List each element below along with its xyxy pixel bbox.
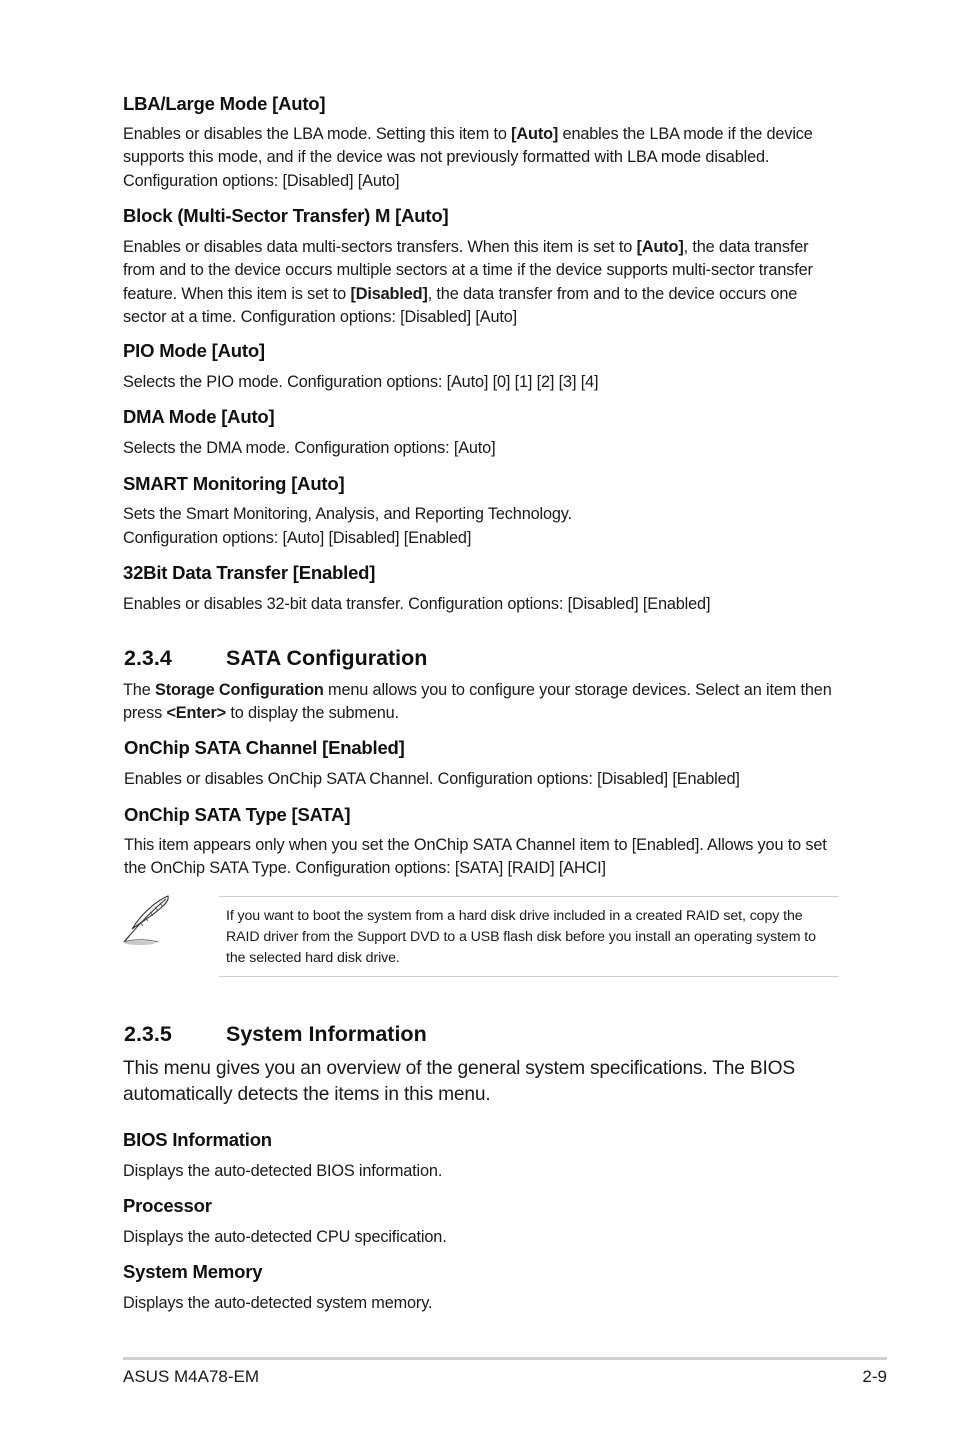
feather-pen-icon bbox=[120, 893, 176, 947]
section-intro-sata-configuration: The Storage Configuration menu allows you to configure your storage devices. Select an item then press <Enter> to display the submenu. bbox=[123, 681, 832, 723]
footer-rule bbox=[123, 1357, 887, 1360]
item-title-system-memory: System Memory bbox=[123, 1261, 263, 1282]
section-number-2-3-4: 2.3.4 bbox=[124, 646, 172, 670]
item-desc-onchip-sata-channel: Enables or disables OnChip SATA Channel. Configuration options: [Disabled] [Enabled] bbox=[124, 770, 740, 788]
bold-term: [Auto] bbox=[636, 238, 684, 256]
section-title-sata-configuration: SATA Configuration bbox=[226, 646, 428, 670]
note-text: If you want to boot the system from a hard disk drive included in a created RAID set, copy the RAID driver from the Support DVD to a USB flash disk before you install an operating system to the selected hard disk drive. bbox=[226, 908, 816, 966]
item-desc-processor: Displays the auto-detected CPU specification. bbox=[123, 1228, 447, 1246]
item-desc-pio-mode: Selects the PIO mode. Configuration options: [Auto] [0] [1] [2] [3] [4] bbox=[123, 373, 599, 391]
footer-product-name: ASUS M4A78-EM bbox=[123, 1367, 260, 1386]
bold-term: [Disabled] bbox=[350, 284, 428, 303]
section-number-2-3-5: 2.3.5 bbox=[124, 1022, 172, 1046]
item-title-dma-mode: DMA Mode [Auto] bbox=[123, 406, 275, 427]
bold-term: [Auto] bbox=[511, 125, 559, 143]
item-title-pio-mode: PIO Mode [Auto] bbox=[123, 340, 265, 361]
note-top-rule bbox=[219, 896, 839, 897]
section-intro-system-information: This menu gives you an overview of the general system specifications. The BIOS automatically detects the items in this menu. bbox=[123, 1058, 795, 1105]
item-title-onchip-sata-type: OnChip SATA Type [SATA] bbox=[124, 804, 351, 825]
item-title-block-transfer: Block (Multi-Sector Transfer) M [Auto] bbox=[123, 205, 449, 226]
item-desc-onchip-sata-type: This item appears only when you set the OnChip SATA Channel item to [Enabled]. Allows you to set the OnChip SATA Type. Configuration options: [SATA] [RAID] [AHCI] bbox=[124, 836, 827, 878]
item-title-bios-information: BIOS Information bbox=[123, 1129, 272, 1150]
item-desc-bios-information: Displays the auto-detected BIOS information. bbox=[123, 1162, 443, 1180]
item-desc-dma-mode: Selects the DMA mode. Configuration options: [Auto] bbox=[123, 439, 496, 457]
item-title-processor: Processor bbox=[123, 1195, 212, 1216]
bold-term: <Enter> bbox=[166, 704, 227, 723]
item-desc-lba-large-mode: Enables or disables the LBA mode. Setting this item to [Auto] enables the LBA mode if the device supports this mode, and if the device was not previously formatted with LBA mode disabled. Configuration options: [Disabled] [Auto] bbox=[123, 125, 813, 190]
footer-page-number: 2-9 bbox=[862, 1367, 887, 1386]
item-title-lba-large-mode: LBA/Large Mode [Auto] bbox=[123, 93, 326, 114]
note-bottom-rule bbox=[219, 976, 839, 977]
section-title-system-information: System Information bbox=[226, 1022, 427, 1046]
item-desc-smart-monitoring: Sets the Smart Monitoring, Analysis, and Reporting Technology. bbox=[123, 505, 572, 523]
item-desc-smart-monitoring-options: Configuration options: [Auto] [Disabled] [Enabled] bbox=[123, 529, 472, 547]
item-title-32bit-transfer: 32Bit Data Transfer [Enabled] bbox=[123, 562, 376, 583]
bold-term: Storage Configuration bbox=[154, 681, 324, 699]
item-title-onchip-sata-channel: OnChip SATA Channel [Enabled] bbox=[124, 737, 405, 758]
item-desc-32bit-transfer: Enables or disables 32-bit data transfer. Configuration options: [Disabled] [Enabled] bbox=[123, 595, 711, 613]
item-title-smart-monitoring: SMART Monitoring [Auto] bbox=[123, 473, 345, 494]
item-desc-system-memory: Displays the auto-detected system memory. bbox=[123, 1294, 433, 1312]
item-desc-block-transfer: Enables or disables data multi-sectors transfers. When this item is set to [Auto], the data transfer from and to the device occurs multiple sectors at a time if the device supports multi-sector transfer feature. When this item is set to [Disabled], the data transfer from and to the device occurs one sector at a time. Configuration options: [Disabled] [Auto] bbox=[123, 238, 813, 326]
